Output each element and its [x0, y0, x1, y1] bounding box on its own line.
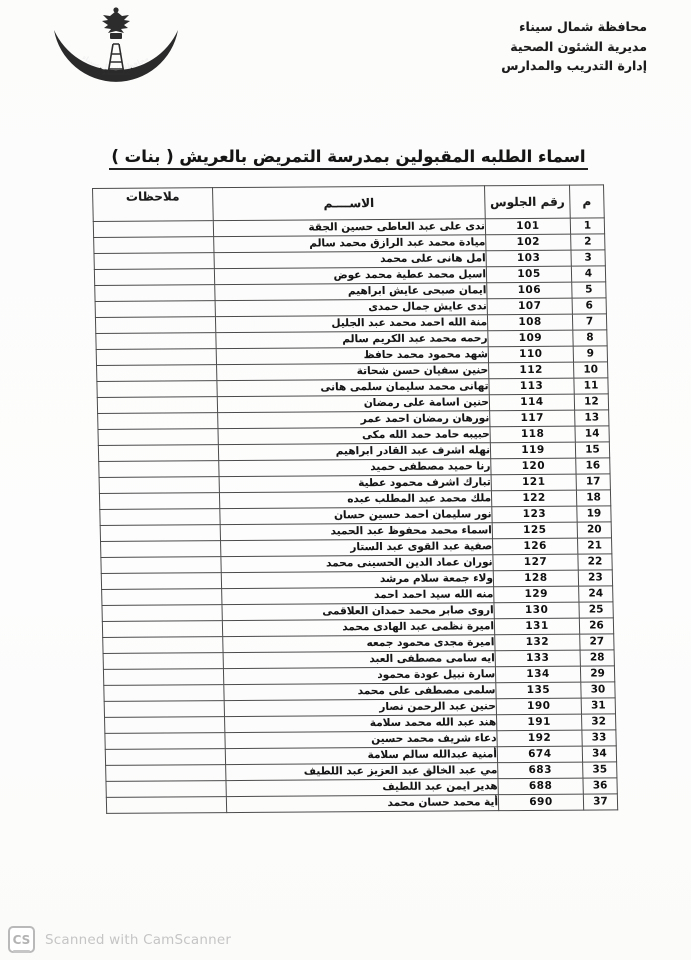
row-index-cell: 14	[575, 426, 609, 442]
seat-number-cell: 122	[491, 490, 576, 507]
seat-number-cell: 103	[486, 250, 571, 267]
seat-number-cell: 133	[495, 650, 580, 667]
student-name-cell: سلمى مصطفى على محمد	[224, 683, 496, 701]
student-name-cell: حنين سفيان حسن شحاتة	[217, 363, 489, 381]
seat-number-cell: 132	[495, 634, 580, 651]
notes-cell	[94, 237, 214, 254]
row-index-cell: 16	[576, 458, 610, 474]
row-index-cell: 23	[578, 570, 612, 586]
student-name-cell: منه الله سيد احمد احمد	[222, 587, 494, 605]
row-index-cell: 10	[574, 362, 608, 378]
student-name-cell: منة الله احمد محمد عبد الجليل	[215, 315, 487, 333]
row-index-cell: 22	[578, 554, 612, 570]
student-name-cell: نهله اشرف عبد القادر ابراهيم	[218, 443, 490, 461]
seat-number-cell: 129	[494, 586, 579, 603]
row-index-cell: 34	[582, 746, 616, 762]
student-name-cell: ميادة محمد عبد الرازق محمد سالم	[214, 235, 486, 253]
notes-cell	[97, 381, 217, 398]
students-table-body	[93, 218, 617, 813]
notes-cell	[95, 285, 215, 302]
seat-number-cell: 113	[489, 378, 574, 395]
row-index-cell: 31	[581, 698, 615, 714]
row-index-cell: 9	[573, 346, 607, 362]
seat-number-cell: 191	[497, 714, 582, 731]
row-index-cell: 11	[574, 378, 608, 394]
row-index-cell: 8	[573, 330, 607, 346]
seat-number-cell: 131	[494, 618, 579, 635]
row-index-cell: 30	[581, 682, 615, 698]
seat-number-cell: 117	[490, 410, 575, 427]
notes-cell	[95, 317, 215, 334]
notes-cell	[99, 493, 219, 510]
camscanner-watermark	[8, 926, 231, 953]
seat-number-cell: 135	[496, 682, 581, 699]
row-index-cell: 25	[579, 602, 613, 618]
notes-cell	[97, 365, 217, 382]
student-name-cell: حبيبه حامد حمد الله مكى	[218, 427, 490, 445]
notes-cell	[96, 349, 216, 366]
seat-number-cell: 102	[486, 234, 571, 251]
seat-number-cell: 126	[493, 538, 578, 555]
row-index-cell: 3	[571, 250, 605, 266]
student-name-cell: أمنية عبدالله سالم سلامة	[225, 747, 497, 765]
notes-cell	[102, 605, 222, 622]
seat-number-cell: 130	[494, 602, 579, 619]
row-index-cell: 18	[576, 490, 610, 506]
student-name-cell: امل هانى على محمد	[214, 251, 486, 269]
table-row	[106, 794, 617, 814]
seat-number-cell: 125	[492, 522, 577, 539]
seat-number-cell: 119	[490, 442, 575, 459]
header-seat-number: رقم الجلوس	[485, 185, 571, 219]
notes-cell	[104, 701, 224, 718]
seat-number-cell: 690	[498, 794, 583, 811]
notes-cell	[105, 749, 225, 766]
letterhead-line-governorate: محافظة شمال سيناء	[519, 19, 647, 34]
student-name-cell: اميرة مجدى محمود جمعه	[223, 635, 495, 653]
notes-cell	[106, 797, 226, 814]
row-index-cell: 6	[572, 298, 606, 314]
notes-cell	[93, 221, 213, 238]
seat-number-cell: 134	[495, 666, 580, 683]
notes-cell	[98, 445, 218, 462]
seat-number-cell: 101	[485, 218, 570, 235]
notes-cell	[106, 765, 226, 782]
student-name-cell: ايه سامى مصطفى العبد	[223, 651, 495, 669]
north-sinai-emblem	[50, 2, 182, 96]
student-name-cell: اميرة نظمى عبد الهادى محمد	[222, 619, 494, 637]
seat-number-cell: 110	[488, 346, 573, 363]
seat-number-cell: 121	[491, 474, 576, 491]
notes-cell	[101, 541, 221, 558]
seat-number-cell: 192	[497, 730, 582, 747]
student-name-cell: اروى صابر محمد حمدان العلاقمى	[222, 603, 494, 621]
notes-cell	[96, 333, 216, 350]
row-index-cell: 28	[580, 650, 614, 666]
student-name-cell: اسماء محمد محفوظ عبد الحميد	[220, 523, 492, 541]
student-name-cell: مي عبد الخالق عبد العزيز عبد اللطيف	[226, 763, 498, 781]
row-index-cell: 36	[583, 778, 617, 794]
notes-cell	[103, 637, 223, 654]
letterhead	[501, 17, 647, 76]
student-name-cell: حنين عبد الرحمن نصار	[224, 699, 496, 717]
seat-number-cell: 108	[487, 314, 572, 331]
notes-cell	[102, 621, 222, 638]
row-index-cell: 21	[578, 538, 612, 554]
notes-cell	[94, 269, 214, 286]
notes-cell	[99, 477, 219, 494]
seat-number-cell: 105	[486, 266, 571, 283]
header-index: م	[569, 185, 604, 218]
row-index-cell: 13	[575, 410, 609, 426]
student-name-cell: ولاء جمعة سلام مرشد	[221, 571, 493, 589]
seat-number-cell: 112	[489, 362, 574, 379]
student-name-cell: هند عبد الله محمد سلامة	[225, 715, 497, 733]
row-index-cell: 29	[580, 666, 614, 682]
letterhead-line-administration: إدارة التدريب والمدارس	[501, 58, 647, 73]
row-index-cell: 17	[576, 474, 610, 490]
student-name-cell: ندى على عبد العاطى حسين الجقة	[213, 219, 485, 237]
student-name-cell: صفية عبد القوى عبد الستار	[221, 539, 493, 557]
camscanner-text: Scanned with CamScanner	[45, 931, 232, 948]
row-index-cell: 27	[580, 634, 614, 650]
row-index-cell: 20	[577, 522, 611, 538]
notes-cell	[103, 669, 223, 686]
notes-cell	[97, 397, 217, 414]
notes-cell	[100, 509, 220, 526]
notes-cell	[98, 413, 218, 430]
notes-cell	[100, 525, 220, 542]
notes-cell	[94, 253, 214, 270]
row-index-cell: 2	[571, 234, 605, 250]
camscanner-badge-label: CS	[12, 932, 31, 947]
student-name-cell: نورهان رمضان احمد عمر	[218, 411, 490, 429]
seat-number-cell: 107	[487, 298, 572, 315]
camscanner-icon	[8, 926, 35, 953]
student-name-cell: سارة نبيل عودة محمود	[223, 667, 495, 685]
notes-cell	[105, 733, 225, 750]
document-title: اسماء الطلبه المقبولين بمدرسة التمريض بالعريش ( بنات )	[93, 147, 604, 166]
student-name-cell: رنا حميد مصطفى حميد	[219, 459, 491, 477]
notes-cell	[106, 781, 226, 798]
student-name-cell: رحمه محمد عبد الكريم سالم	[216, 331, 488, 349]
eagle-icon	[102, 7, 130, 39]
seat-number-cell: 128	[493, 570, 578, 587]
row-index-cell: 37	[583, 794, 617, 810]
student-name-cell: ايمان صبحى عايش ابراهيم	[215, 283, 487, 301]
students-table-wrapper	[92, 184, 618, 813]
student-name-cell: ملك محمد عبد المطلب عبده	[219, 491, 491, 509]
header-name: الاســــم	[213, 186, 486, 221]
seat-number-cell: 123	[492, 506, 577, 523]
row-index-cell: 33	[582, 730, 616, 746]
notes-cell	[101, 557, 221, 574]
seat-number-cell: 674	[497, 746, 582, 763]
notes-cell	[103, 653, 223, 670]
row-index-cell: 12	[574, 394, 608, 410]
seat-number-cell: 120	[491, 458, 576, 475]
seat-number-cell: 688	[498, 778, 583, 795]
student-name-cell: تبارك اشرف محمود عطية	[219, 475, 491, 493]
student-name-cell: أية محمد حسان محمد	[226, 795, 498, 813]
seat-number-cell: 106	[487, 282, 572, 299]
student-name-cell: شهد محمود محمد حافظ	[216, 347, 488, 365]
row-index-cell: 4	[571, 266, 605, 282]
students-table	[92, 184, 618, 813]
notes-cell	[102, 589, 222, 606]
seat-number-cell: 190	[496, 698, 581, 715]
seat-number-cell: 127	[493, 554, 578, 571]
student-name-cell: هدير ايمن عبد اللطيف	[226, 779, 498, 797]
notes-cell	[104, 685, 224, 702]
header-notes: ملاحظات	[93, 188, 214, 222]
row-index-cell: 32	[582, 714, 616, 730]
seat-number-cell: 118	[490, 426, 575, 443]
notes-cell	[105, 717, 225, 734]
student-name-cell: نوران عماد الدين الحسينى محمد	[221, 555, 493, 573]
notes-cell	[98, 429, 218, 446]
row-index-cell: 24	[579, 586, 613, 602]
notes-cell	[101, 573, 221, 590]
row-index-cell: 1	[570, 218, 604, 234]
student-name-cell: نور سليمان احمد حسين حسان	[220, 507, 492, 525]
student-name-cell: تهانى محمد سليمان سلمى هانى	[217, 379, 489, 397]
notes-cell	[95, 301, 215, 318]
row-index-cell: 15	[575, 442, 609, 458]
letterhead-line-directorate: مديرية الشئون الصحية	[510, 38, 647, 54]
row-index-cell: 26	[579, 618, 613, 634]
student-name-cell: اسيل محمد عطية محمد عوض	[214, 267, 486, 285]
student-name-cell: حنين اسامة على رمضان	[217, 395, 489, 413]
student-name-cell: ندى عايش جمال حمدى	[215, 299, 487, 317]
seat-number-cell: 683	[498, 762, 583, 779]
row-index-cell: 7	[572, 314, 606, 330]
row-index-cell: 5	[572, 282, 606, 298]
seat-number-cell: 109	[488, 330, 573, 347]
crescent-caption: محافظة شمال سيناء	[80, 53, 151, 72]
notes-cell	[99, 461, 219, 478]
seat-number-cell: 114	[489, 394, 574, 411]
row-index-cell: 19	[577, 506, 611, 522]
student-name-cell: دعاء شريف محمد حسين	[225, 731, 497, 749]
table-header-row	[93, 185, 605, 222]
row-index-cell: 35	[583, 762, 617, 778]
